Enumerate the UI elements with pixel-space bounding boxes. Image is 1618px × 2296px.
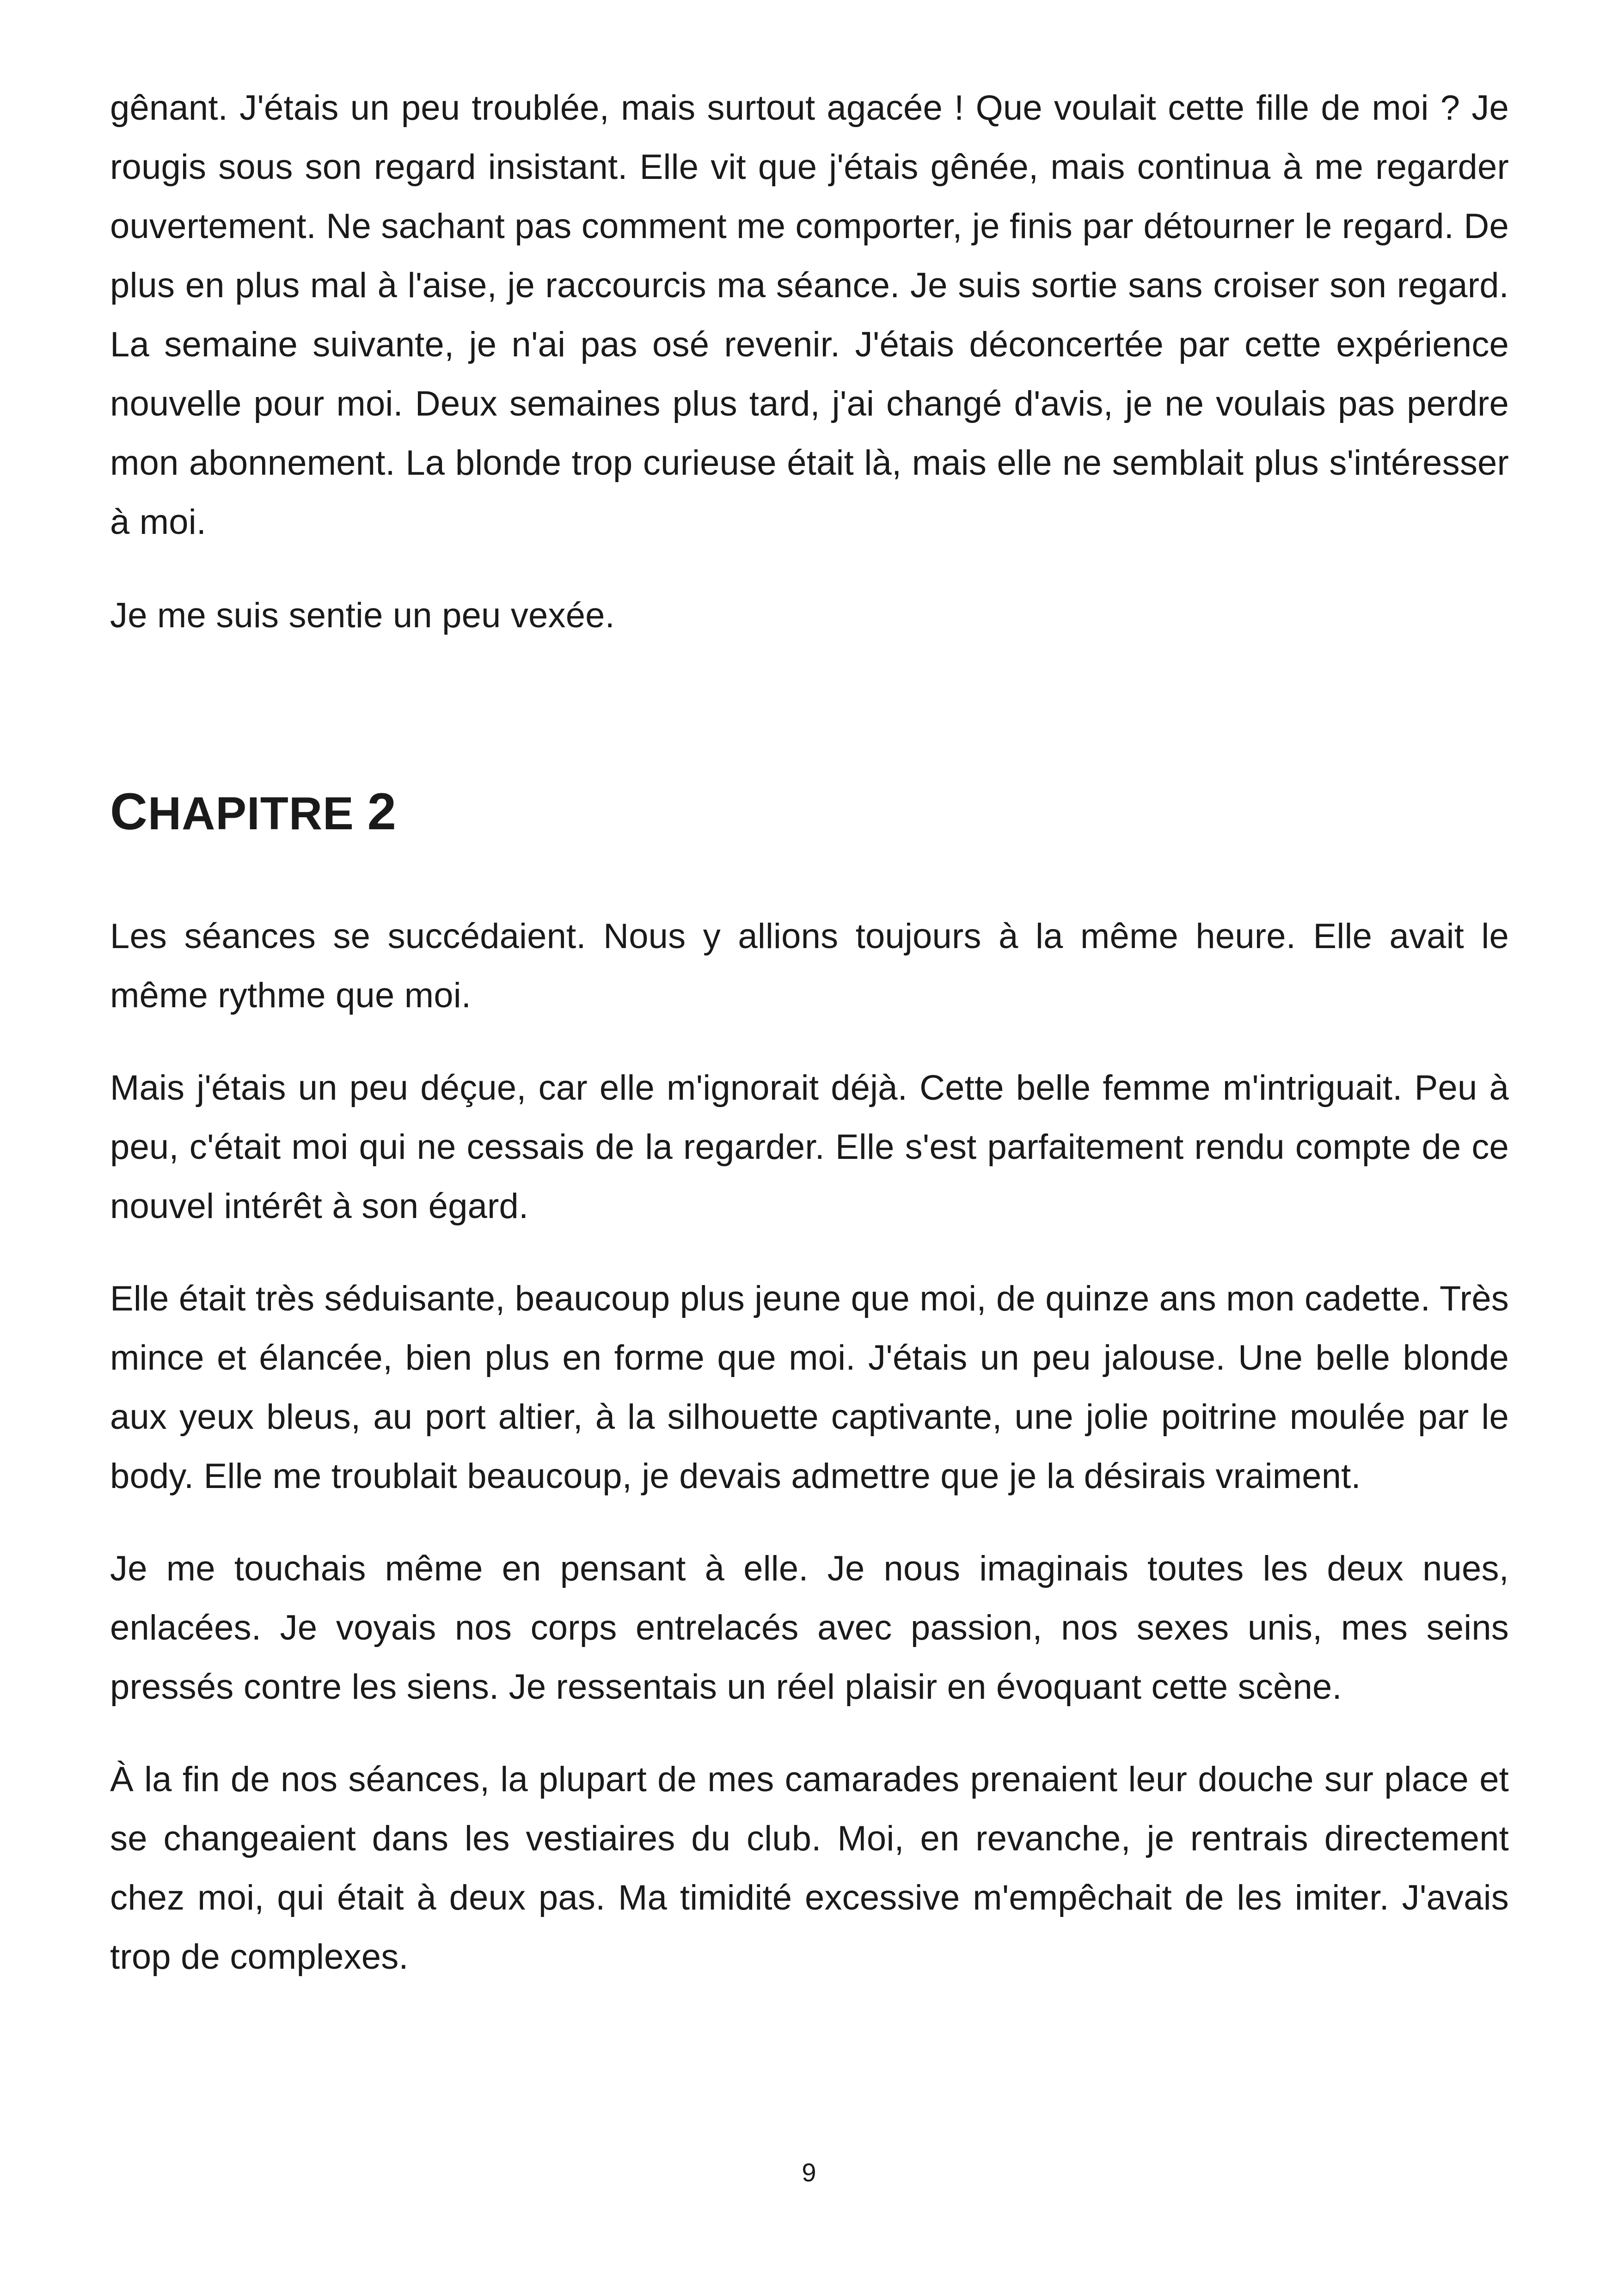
paragraph: Les séances se succédaient. Nous y allions toujours à la même heure. Elle avait le même rythme que moi. [110,917,1509,1015]
chapter-heading [110,779,1509,846]
page-body [110,79,1509,1987]
chapter-heading-word: HAPITRE [147,788,354,839]
paragraph: À la fin de nos séances, la plupart de mes camarades prenaient leur douche sur place et se changeaient dans les vestiaires du club. Moi, en revanche, je rentrais directement chez moi, qui était à deux pas. Ma timidité excessive m'empêchait de les imiter. J'avais trop de complexes. [110,1760,1509,1977]
paragraph: Je me touchais même en pensant à elle. Je nous imaginais toutes les deux nues, enlacées. Je voyais nos corps entrelacés avec passion, nos sexes unis, mes seins pressés contre les siens. Je ressentais un réel plaisir en évoquant cette scène. [110,1549,1509,1707]
paragraph: gênant. J'étais un peu troublée, mais surtout agacée ! Que voulait cette fille de moi ? Je rougis sous son regard insistant. Elle vit que j'étais gênée, mais continua à me regarder ouvertement. Ne sachant pas comment me comporter, je finis par détourner le regard. De plus en plus mal à l'aise, je raccourcis ma séance. Je suis sortie sans croiser son regard. La semaine suivante, je n'ai pas osé revenir. J'étais déconcertée par cette expérience nouvelle pour moi. Deux semaines plus tard, j'ai changé d'avis, je ne voulais pas perdre mon abonnement. La blonde trop curieuse était là, mais elle ne semblait plus s'intéresser à moi. [110,88,1509,542]
chapter-heading-initial: C [110,783,148,840]
page-number: 9 [802,2158,816,2187]
paragraph: Je me suis sentie un peu vexée. [110,596,615,635]
chapter-number: 2 [367,783,397,840]
paragraph: Elle était très séduisante, beaucoup plus jeune que moi, de quinze ans mon cadette. Très mince et élancée, bien plus en forme que moi. J'étais un peu jalouse. Une belle blonde aux yeux bleus, au port altier, à la silhouette captivante, une jolie poitrine moulée par le body. Elle me troublait beaucoup, je devais admettre que je la désirais vraiment. [110,1279,1509,1496]
paragraph: Mais j'étais un peu déçue, car elle m'ignorait déjà. Cette belle femme m'intriguait. Peu à peu, c'était moi qui ne cessais de la regarder. Elle s'est parfaitement rendu compte de ce nouvel intérêt à son égard. [110,1068,1509,1226]
